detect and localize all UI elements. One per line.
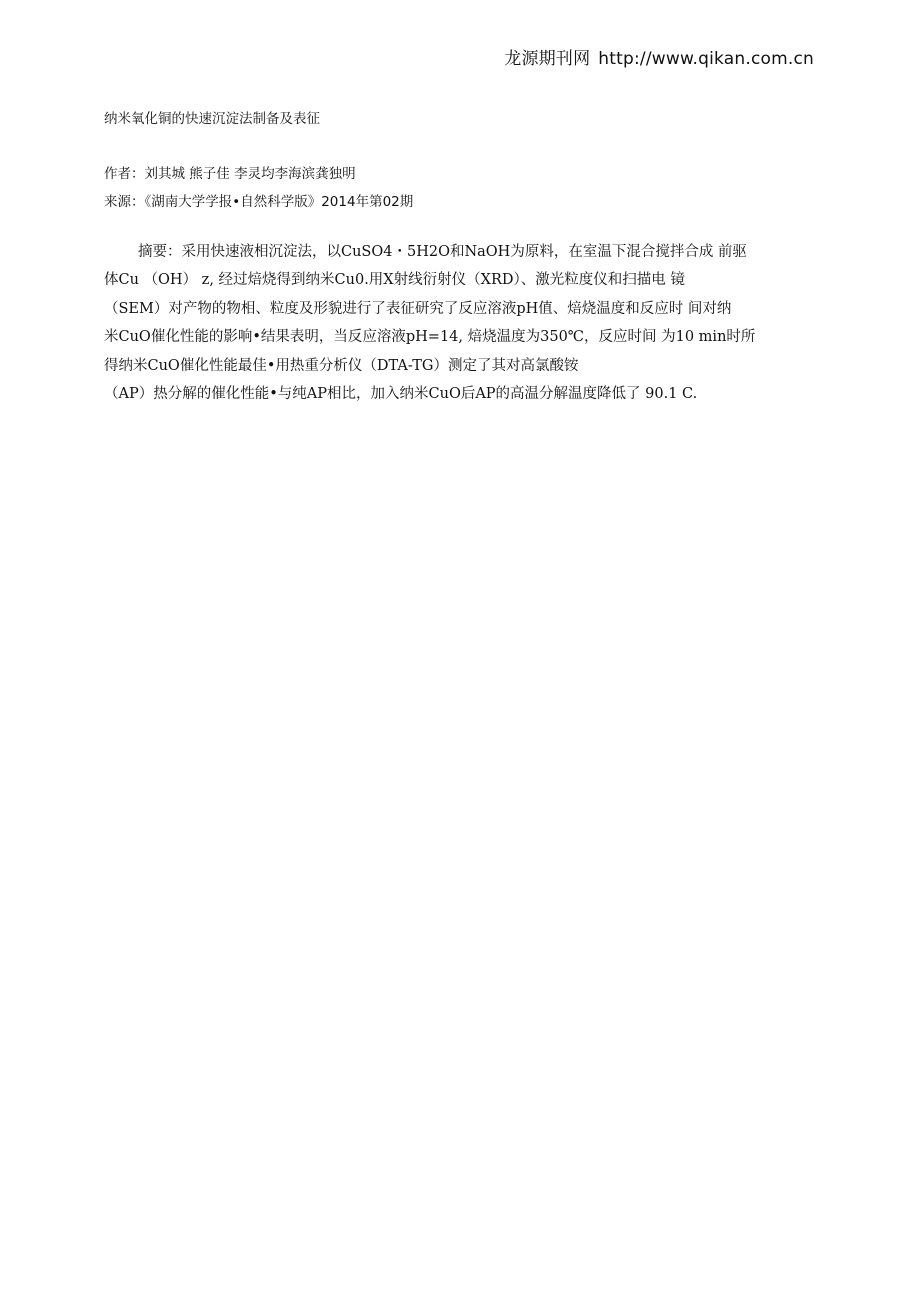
abstract-line: 米CuO催化性能的影响•结果表明，当反应溶液pH=14, 焙烧温度为350℃，反应时间 为10 min时所 bbox=[104, 329, 756, 346]
abstract-line: 摘要：采用快速液相沉淀法，以CuSO4・5H2O和NaOH为原料，在室温下混合搅拌合成 前驱 bbox=[138, 244, 747, 260]
abstract-line: （AP）热分解的催化性能•与纯AP相比，加入纳米CuO后AP的高温分解温度降低了 90.1 C. bbox=[104, 386, 698, 403]
abstract-line: 得纳米CuO催化性能最佳•用热重分析仪（DTA-TG）测定了其对高氯酸铵 bbox=[104, 357, 579, 374]
author-line: 作者：刘其城 熊子佳 李灵均李海滨龚独明 bbox=[104, 166, 356, 182]
abstract-line: （SEM）对产物的物相、粒度及形貌进行了表征研究了反应溶液pH值、焙烧温度和反应时 间对纳 bbox=[104, 300, 732, 317]
article-title: 纳米氧化铜的快速沉淀法制备及表征 bbox=[104, 111, 320, 127]
page-header bbox=[504, 44, 814, 69]
site-url[interactable]: http://www.qikan.com.cn bbox=[598, 49, 814, 69]
abstract-paragraph bbox=[104, 238, 816, 408]
abstract-line: 体Cu （OH） z, 经过焙烧得到纳米Cu0.用X射线衍射仪（XRD）、激光粒度仪和扫描电 镜 bbox=[104, 272, 685, 289]
source-line: 来源：《湖南大学学报•自然科学版》2014年第02期 bbox=[104, 194, 414, 210]
site-name: 龙源期刊网 bbox=[504, 49, 591, 69]
